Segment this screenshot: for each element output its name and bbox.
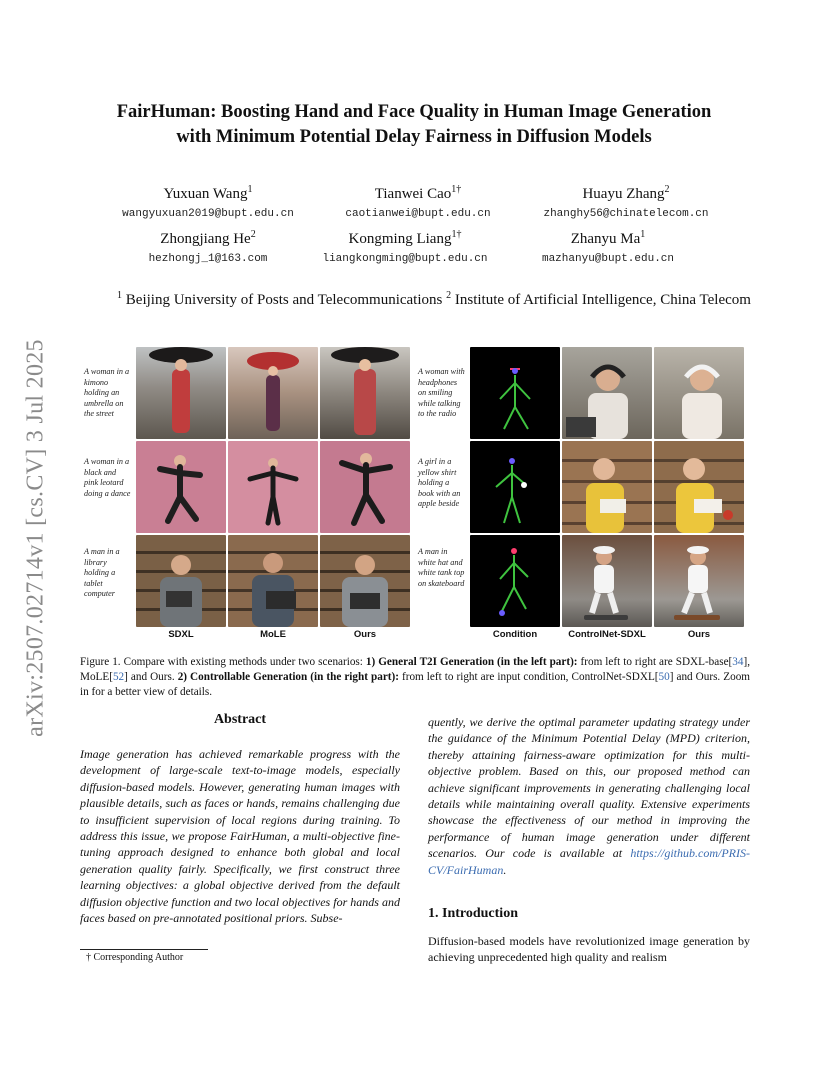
col-label-controlnet: ControlNet-SDXL [568,629,646,640]
author-email: zhanghy56@chinatelecom.cn [543,208,709,220]
prompt-right-1: A woman with headphones on smiling while talking to the radio [418,367,465,418]
paper-title-line1: FairHuman: Boosting Hand and Face Quality in Human Image Generation [116,102,712,122]
paper-title-line2: with Minimum Potential Delay Fairness in Diffusion Models [176,127,652,147]
kimono-figure-icon [228,347,318,439]
man-figure-icon [228,535,318,627]
image-mole-library [228,535,318,627]
col-label-mole: MoLE [260,629,286,640]
image-ours-dance [320,441,410,533]
author-sup: 2 [250,229,256,240]
image-ours-library [320,535,410,627]
image-controlnet-headphones [562,347,652,439]
image-mole-dance [228,441,318,533]
figure-1 [82,347,752,643]
author-name: Yuxuan Wang [163,186,248,202]
figure-caption: Figure 1. Compare with existing methods under two scenarios: 1) General T2I Generation (in the left part): from left to right are SDXL-base[34], MoLE[52] and Ours. 2) Controllable Generation (in the right part): from left to right are input condition, ControlNet-SDXL[50] and Ours. Zoom in for a better view of details. [80,656,751,698]
woman-figure-icon [562,347,652,439]
kimono-figure-icon [136,347,226,439]
footnote: † Corresponding Author [86,952,184,963]
abstract-left-text: Image generation has achieved remarkable progress with the development of large-scale text-to-image models, especially diffusion-based models. However, generating human images with plausible details, such as faces or hands, remains challenging due to insufficient supervision of local regions during training. To address this issue, we propose FairHuman, a multi-objective fine-tuning approach designed to enhance both global and local generation quality fairly. Specifically, we first construct three learning objectives: a global objective derived from the default diffusion objective function and two local objectives for hands and faces based on pre-annotated positional priors. Subse- [80,747,400,926]
citation-link[interactable]: 50 [658,671,670,683]
author-name: Huayu Zhang [582,186,665,202]
girl-figure-icon [654,441,744,533]
man-figure-icon [136,535,226,627]
image-ours-headphones [654,347,744,439]
skater-figure-icon [562,535,652,627]
author-6 [478,226,738,265]
col-label-ours-left: Ours [353,629,377,640]
author-email: hezhongj_1@163.com [148,253,268,265]
man-figure-icon [320,535,410,627]
dancer-figure-icon [228,441,318,533]
author-email: mazhanyu@bupt.edu.cn [541,253,675,265]
skater-figure-icon [654,535,744,627]
arxiv-stamp: arXiv:2507.02714v1 [cs.CV] 3 Jul 2025 [22,339,49,737]
pose-skeleton-icon [470,441,560,533]
author-email: wangyuxuan2019@bupt.edu.cn [122,208,294,220]
author-3 [496,181,756,220]
citation-link[interactable]: 52 [112,671,125,683]
prompt-left-3: A man in a library holding a tablet computer [84,547,120,598]
girl-figure-icon [562,441,652,533]
prompt-left-1: A woman in a kimono holding an umbrella on the street [84,367,130,418]
pose-skeleton-icon [470,535,560,627]
author-sup: 1† [451,184,462,195]
col-label-ours-right: Ours [687,629,711,640]
col-label-sdxl: SDXL [168,629,194,640]
prompt-right-2: A girl in a yellow shirt holding a book with an apple beside [418,457,461,508]
author-sup: 1 [247,184,253,195]
pose-skeleton-icon [470,347,560,439]
image-ours-skateboard [654,535,744,627]
image-controlnet-book [562,441,652,533]
code-link[interactable]: https://github.com/PRIS-CV/FairHuman [428,846,750,877]
affiliations: $^1$ Beijing University of Posts and Telecommunications $^2$ Institute of Artificial Intelligence, China Telecom [117,290,751,308]
dancer-figure-icon [320,441,410,533]
woman-figure-icon [654,347,744,439]
dancer-figure-icon [136,441,226,533]
image-sdxl-dance [136,441,226,533]
author-name: Tianwei Cao [374,186,452,202]
image-condition-pose-3 [470,535,560,627]
image-mole-kimono [228,347,318,439]
prompt-right-3: A man in white hat and white tank top on skateboard [418,547,465,588]
author-sup: 1† [451,229,462,240]
footnote-rule [80,949,208,950]
citation-link[interactable]: 34 [732,656,744,668]
kimono-figure-icon [320,347,410,439]
author-email: liangkongming@bupt.edu.cn [322,253,488,265]
author-sup: 2 [664,184,670,195]
image-sdxl-kimono [136,347,226,439]
author-email: caotianwei@bupt.edu.cn [345,208,491,220]
introduction-heading: 1. Introduction [428,906,518,921]
prompt-left-2: A woman in a black and pink leotard doing a dance [84,457,131,498]
image-condition-pose-1 [470,347,560,439]
abstract-heading: Abstract [213,712,267,727]
image-controlnet-skateboard [562,535,652,627]
image-ours-kimono [320,347,410,439]
image-ours-book [654,441,744,533]
introduction-text: Diffusion-based models have revolutionized image generation by achieving unprecedented high quality and realism [428,934,750,965]
image-sdxl-library [136,535,226,627]
col-label-condition: Condition [492,629,538,640]
image-condition-pose-2 [470,441,560,533]
author-name: Zhongjiang He [160,231,251,247]
abstract-right-text: quently, we derive the optimal parameter updating strategy under the guidance of the Minimum Potential Delay (MPD) criterion, thereby attaining fairness-aware optimization for this multi-objective problem. Based on this, our proposed method can achieve significant improvements in generating challenging local details while maintaining overall quality. Extensive experiments showcase the effectiveness of our method in improving the performance of human image generation under different scenarios. Our code is available at https://github.com/PRIS-CV/FairHuman. [428,715,750,877]
author-name: Kongming Liang [348,231,452,247]
author-sup: 1 [640,229,646,240]
author-name: Zhanyu Ma [570,231,641,247]
